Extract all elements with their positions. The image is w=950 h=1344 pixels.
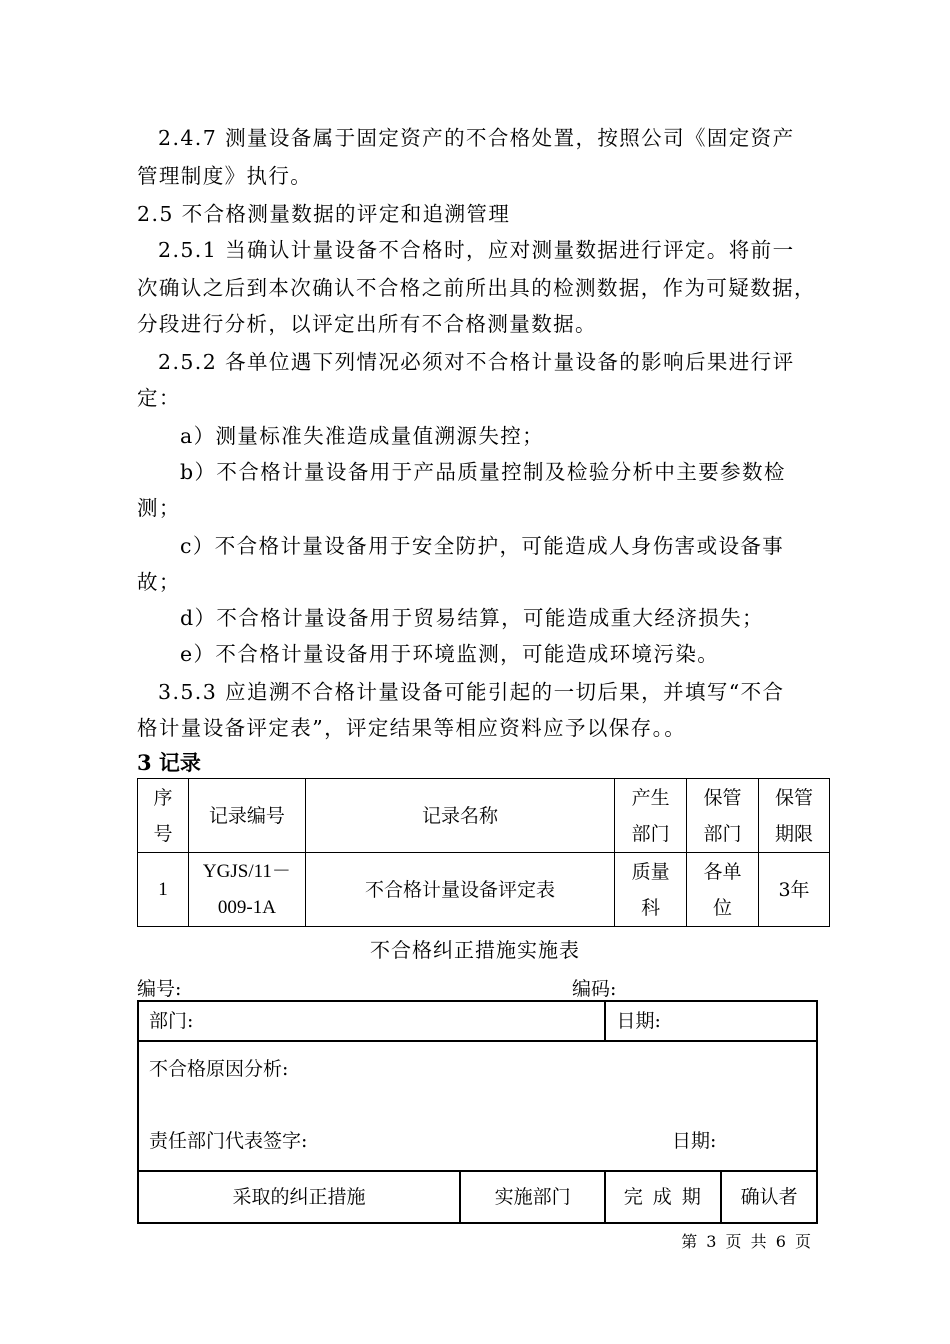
header-name: 记录名称 <box>305 779 614 853</box>
form-title: 不合格纠正措施实施表 <box>370 938 580 962</box>
item-d: d）不合格计量设备用于贸易结算，可能造成重大经济损失； <box>180 606 764 630</box>
header-keeper: 保管部门 <box>687 779 759 853</box>
item-e: e）不合格计量设备用于环境监测，可能造成环境污染。 <box>180 642 720 666</box>
form-number-label: 编号: <box>137 978 182 1000</box>
dept-field <box>138 1001 605 1041</box>
records-header-row <box>138 779 830 853</box>
col-measures: 采取的纠正措施 <box>138 1171 460 1223</box>
records-table <box>137 778 830 927</box>
heading-2-5: 2.5 不合格测量数据的评定和追溯管理 <box>137 202 511 226</box>
item-c-cont: 故； <box>137 570 181 594</box>
line-2-4-7: 2.4.7 测量设备属于固定资产的不合格处置，按照公司《固定资产 <box>158 126 795 150</box>
row-code-line2: 009-1A <box>217 896 276 918</box>
row-seq: 1 <box>138 853 189 927</box>
sign-label: 责任部门代表签字: <box>149 1130 308 1152</box>
row-dept: 质量科 <box>615 853 687 927</box>
page-footer: 第 3 页 共 6 页 <box>681 1232 813 1251</box>
line-2-5-1: 2.5.1 当确认计量设备不合格时，应对测量数据进行评定。将前一 <box>158 238 795 262</box>
section-3-title: 3 记录 <box>137 750 201 775</box>
header-period: 保管期限 <box>759 779 830 853</box>
line-2-4-7-cont: 管理制度》执行。 <box>137 164 313 188</box>
col-complete: 完 成 期 <box>605 1171 721 1223</box>
item-a: a）测量标准失准造成量值溯源失控； <box>180 424 545 448</box>
cause-label: 不合格原因分析: <box>149 1058 289 1080</box>
line-3-5-3: 3.5.3 应追溯不合格计量设备可能引起的一切后果，并填写“不合 <box>158 680 785 704</box>
sign-date-label: 日期: <box>672 1130 717 1152</box>
line-3-5-3-cont: 格计量设备评定表”，评定结果等相应资料应予以保存。。 <box>137 716 687 740</box>
header-code: 记录编号 <box>188 779 305 853</box>
header-dept: 产生部门 <box>615 779 687 853</box>
date-field <box>605 1001 817 1041</box>
date-label: 日期: <box>616 1010 661 1032</box>
table-row <box>138 853 830 927</box>
row-name: 不合格计量设备评定表 <box>305 853 614 927</box>
form-code-label: 编码: <box>572 978 617 1000</box>
item-c: c）不合格计量设备用于安全防护，可能造成人身伤害或设备事 <box>180 534 785 558</box>
item-b-cont: 测； <box>137 496 181 520</box>
row-code <box>188 853 305 927</box>
line-2-5-2: 2.5.2 各单位遇下列情况必须对不合格计量设备的影响后果进行评 <box>158 350 795 374</box>
cause-analysis-field <box>138 1041 817 1171</box>
corrective-action-form <box>137 1000 818 1224</box>
row-keeper: 各单位 <box>687 853 759 927</box>
line-2-5-1-cont1: 次确认之后到本次确认不合格之前所出具的检测数据，作为可疑数据， <box>137 276 816 300</box>
header-seq: 序号 <box>138 779 189 853</box>
item-b: b）不合格计量设备用于产品质量控制及检验分析中主要参数检 <box>180 460 786 484</box>
row-code-line1: YGJS/11－ <box>202 860 291 882</box>
col-impl-dept: 实施部门 <box>460 1171 606 1223</box>
col-confirm: 确认者 <box>721 1171 817 1223</box>
line-2-5-1-cont2: 分段进行分析，以评定出所有不合格测量数据。 <box>137 312 597 336</box>
row-period: 3年 <box>759 853 830 927</box>
line-2-5-2-cont: 定： <box>137 386 181 410</box>
dept-label: 部门: <box>149 1010 194 1032</box>
